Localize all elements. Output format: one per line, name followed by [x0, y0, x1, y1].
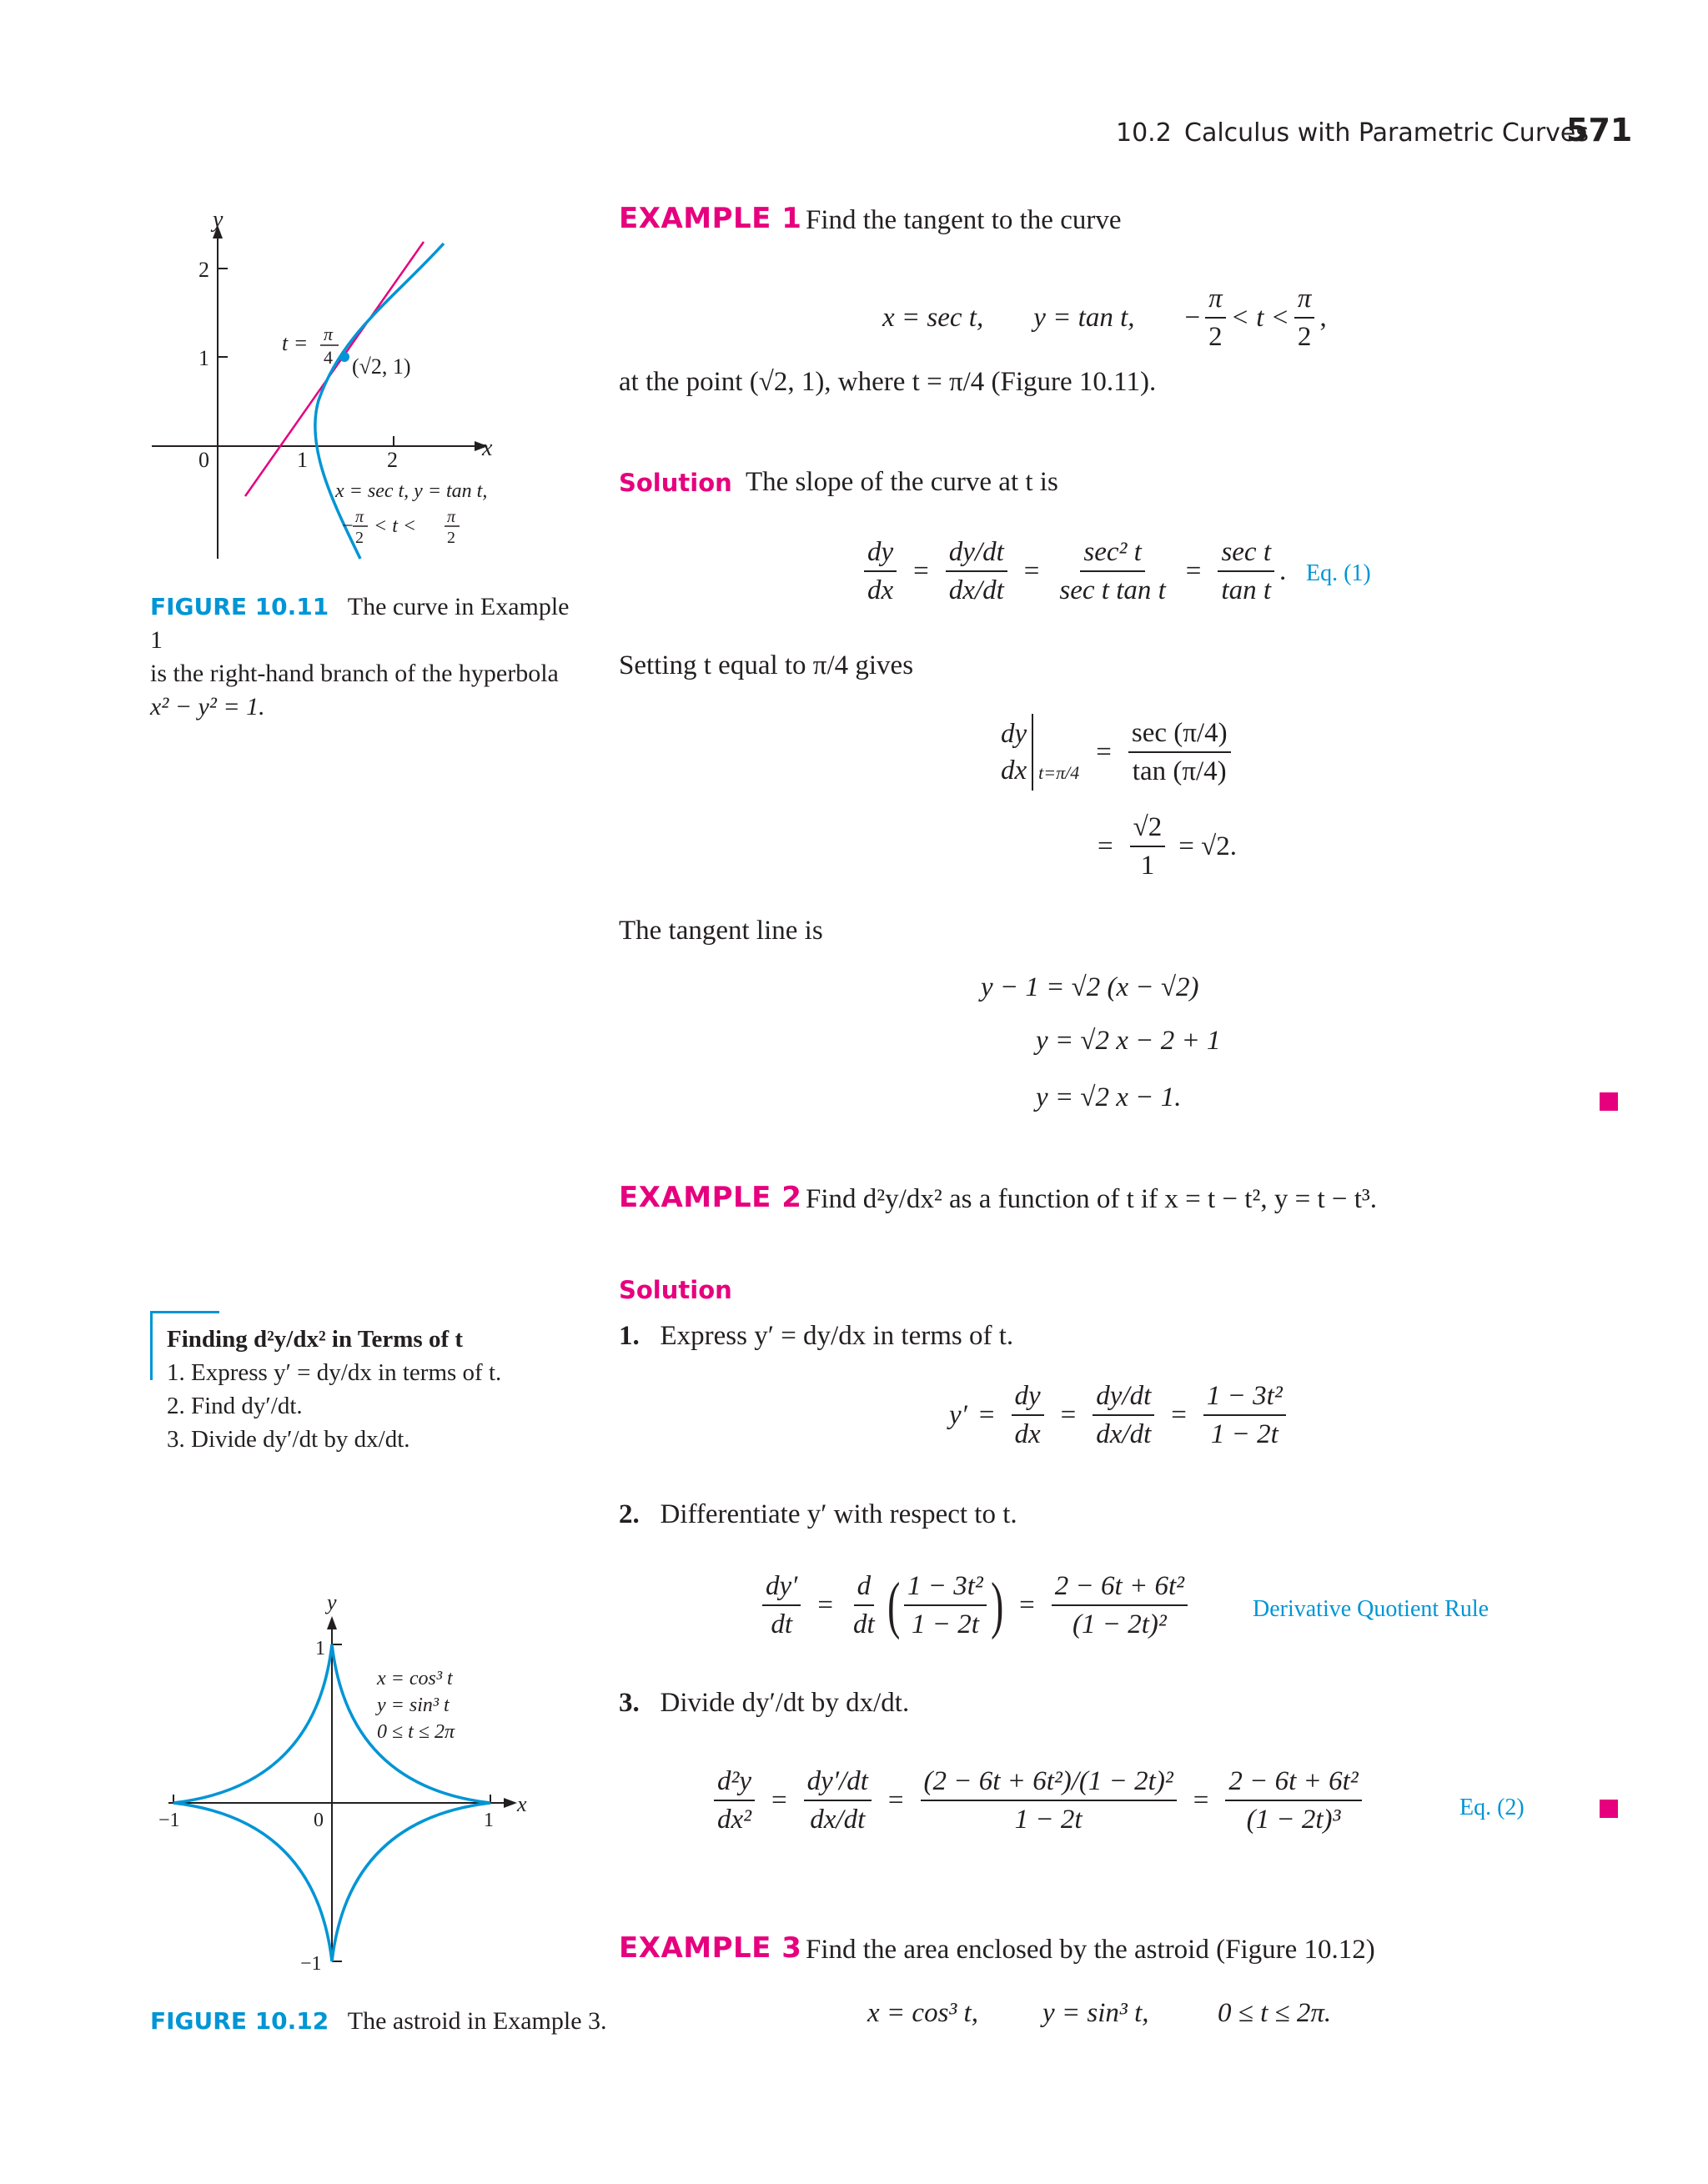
- figure-10-12-caption-text: The astroid in Example 3.: [347, 2007, 607, 2035]
- slope-f1-den: dx: [867, 575, 894, 605]
- step3-f3-num: (2 − 6t + 6t²)/(1 − 2t)²: [921, 1763, 1177, 1801]
- figure-10-11-caption-line2: is the right-hand branch of the hyperbola: [150, 660, 559, 687]
- figure-10-12-caption: [150, 2005, 607, 2038]
- figure-10-12-label: FIGURE 10.12: [150, 2007, 329, 2035]
- eval-r2-num: √2: [1130, 809, 1166, 847]
- tangent-line-3: y = √2 x − 1.: [1036, 1082, 1182, 1112]
- example-1-solution-label: Solution: [619, 469, 732, 497]
- example-1-tangent-text: The tangent line is: [619, 916, 823, 946]
- fig11-eq-line1: x = sec t, y = tan t,: [335, 480, 488, 502]
- example-2-step3-eq: $\frac{\text{d²y}}{\text{dx²}}$ = $\frac{dy'/dt}{dx/dt}$ = $\frac{\text{(2 − 6t + 6t²)/(1 − 2t)²}}{1 - 2t}$ = $\frac{\text{2 − 6t + 6t²}}{\text{(1 − 2t)³}}$: [709, 1763, 1367, 1838]
- step2-num: 2.: [619, 1499, 640, 1529]
- example-1-label: EXAMPLE 1: [619, 202, 802, 235]
- example-1-setting-text: Setting t equal to π/4 gives: [619, 650, 914, 680]
- fig12-tick-ym1: −1: [300, 1953, 322, 1975]
- step1-f1-den: dx: [1014, 1419, 1041, 1449]
- fig12-tick-origin: 0: [314, 1810, 324, 1831]
- section-title: Calculus with Parametric Curves: [1184, 118, 1589, 148]
- section-number: 10.2: [1116, 118, 1172, 148]
- example-1-range-pi-a: π: [1205, 280, 1226, 319]
- fig11-eq-pi-a: π: [355, 508, 364, 526]
- example-1-eval-eq2: = $\frac{√2}{1}$ = √2.: [1098, 809, 1237, 884]
- eval-lhs-num: dy: [1001, 719, 1027, 749]
- sidebar-item-3: 3. Divide dy′/dt by dx/dt.: [167, 1426, 410, 1453]
- eval-rhs-num: sec (π/4): [1128, 715, 1231, 753]
- step2-text: Differentiate y′ with respect to t.: [660, 1499, 1017, 1529]
- end-of-proof-2: [1600, 1800, 1618, 1818]
- step3-f4-den: (1 − 2t)³: [1246, 1805, 1341, 1835]
- slope-f2-den: dx/dt: [948, 575, 1004, 605]
- end-of-proof-1: [1600, 1092, 1618, 1111]
- fig11-tick-y1: 1: [198, 346, 209, 370]
- step1-f3-num: 1 − 3t²: [1203, 1378, 1286, 1416]
- example-2-note-eq2: Eq. (2): [1459, 1795, 1525, 1820]
- sidebar-item-2: 2. Find dy′/dt.: [167, 1393, 303, 1419]
- fig12-eq-line1: x = cos³ t: [377, 1668, 453, 1689]
- step3-f3-den: 1 − 2t: [1014, 1805, 1083, 1835]
- fig11-tick-y2: 2: [198, 258, 209, 282]
- example-2-solution-label: Solution: [619, 1276, 732, 1304]
- slope-period: .: [1279, 555, 1287, 586]
- example-2-note-quotient-rule: Derivative Quotient Rule: [1253, 1596, 1489, 1622]
- fig12-tick-y1: 1: [315, 1638, 325, 1659]
- fig12-eq-line3: 0 ≤ t ≤ 2π: [377, 1721, 455, 1743]
- example-2-intro: Find d²y/dx² as a function of t if x = t − t², y = t − t³.: [806, 1184, 1378, 1214]
- example-1-curve-eq: [882, 280, 1327, 355]
- example-1-range-2-a: 2: [1208, 322, 1223, 352]
- example-1-at-point: at the point (√2, 1), where t = π/4 (Figure 10.11).: [619, 367, 1157, 397]
- figure-10-11-caption-line1: The curve in Example 1: [150, 593, 570, 654]
- step3-f1-num: d²y: [714, 1763, 755, 1801]
- page-number: 571: [1566, 112, 1633, 148]
- step1-f3-den: 1 − 2t: [1210, 1419, 1278, 1449]
- eval-r2-den: 1: [1140, 851, 1155, 881]
- fig11-point-label: (√2, 1): [352, 354, 411, 379]
- fig11-eq-mid: < t <: [374, 515, 417, 537]
- tangent-point: [339, 352, 349, 362]
- example-2-step1: [619, 1319, 1013, 1353]
- fig11-axis-y: y: [213, 208, 224, 233]
- fig11-axis-x: x: [482, 435, 493, 461]
- step3-f4-num: 2 − 6t + 6t²: [1225, 1763, 1361, 1801]
- figure-10-11-graph: [142, 208, 525, 567]
- example-1-curve-y: y = tan t,: [1033, 302, 1135, 333]
- example-1-slope-eq: $\frac{dy}{dx}$ = $\frac{dy/dt}{dx/dt}$ = $\frac{\text{sec² t}}{\text{sec t tan t}}$ = $\frac{\text{sec t}}{\text{tan t}}$ .: [859, 534, 1286, 609]
- step1-num: 1.: [619, 1321, 640, 1351]
- step3-num: 3.: [619, 1688, 640, 1718]
- fig12-tick-x1: 1: [484, 1810, 494, 1831]
- step2-d-den: dt: [853, 1609, 875, 1639]
- example-3-label: EXAMPLE 3: [619, 1931, 802, 1965]
- example-2-step2: [619, 1498, 1017, 1531]
- step1-f2-num: dy/dt: [1093, 1378, 1154, 1416]
- eval-sub: t=π/4: [1038, 762, 1080, 783]
- step2-f1-den: dt: [771, 1609, 793, 1639]
- step2-f1-num: dy′: [762, 1568, 801, 1606]
- hyperbola-branch: [315, 244, 444, 559]
- example-2-step1-eq: y′ = $\frac{dy}{dx}$ = $\frac{dy/dt}{dx/dt}$ = $\frac{\text{1 − 3t²}}{1 - 2t}$: [949, 1378, 1291, 1453]
- step3-f2-den: dx/dt: [810, 1805, 866, 1835]
- fig11-tick-origin: 0: [198, 448, 209, 472]
- example-1-range-pi-b: π: [1294, 280, 1315, 319]
- step2-paren-num: 1 − 3t²: [904, 1568, 987, 1606]
- example-1-eval-eq: dy dx t=π/4 = $\frac{\sec (\pi/4)}{\tan (\pi/4)}$: [992, 714, 1236, 791]
- example-1-solution-text: The slope of the curve at t is: [746, 467, 1058, 497]
- sidebar-box: [167, 1323, 501, 1456]
- figure-10-11-caption-line3: x² − y² = 1.: [150, 693, 265, 720]
- example-2-step3: [619, 1686, 909, 1720]
- fig12-tick-xm1: −1: [158, 1810, 180, 1831]
- step3-text: Divide dy′/dt by dx/dt.: [660, 1688, 910, 1718]
- tangent-line-1: y − 1 = √2 (x − √2): [981, 972, 1199, 1002]
- slope-f3-den: sec t tan t: [1059, 575, 1166, 605]
- step2-r-num: 2 − 6t + 6t²: [1052, 1568, 1188, 1606]
- figure-10-11-label: FIGURE 10.11: [150, 593, 329, 620]
- step1-f2-den: dx/dt: [1096, 1419, 1152, 1449]
- step2-r-den: (1 − 2t)²: [1073, 1609, 1167, 1639]
- step2-paren-den: 1 − 2t: [911, 1609, 979, 1639]
- step3-f1-den: dx²: [717, 1805, 752, 1835]
- step1-eq-lhs: y′: [949, 1399, 967, 1430]
- example-2-label: EXAMPLE 2: [619, 1181, 802, 1214]
- figure-10-12-graph: [150, 1584, 550, 1976]
- step1-text: Express y′ = dy/dx in terms of t.: [660, 1321, 1014, 1351]
- tangent-line-2: y = √2 x − 2 + 1: [1036, 1026, 1221, 1056]
- example-3-intro: Find the area enclosed by the astroid (Figure 10.12): [806, 1935, 1375, 1965]
- step1-f1-num: dy: [1012, 1378, 1044, 1416]
- fig11-tick-x2: 2: [387, 448, 398, 472]
- fig12-axis-x: x: [517, 1792, 527, 1816]
- example-1-range-minus: −: [1184, 302, 1201, 333]
- fig11-eq-2-a: 2: [355, 529, 364, 547]
- fig11-point-t-num: π: [324, 324, 334, 344]
- fig12-eq-line2: y = sin³ t: [377, 1694, 450, 1716]
- example-1-intro: Find the tangent to the curve: [806, 205, 1122, 235]
- example-3-eq-y: y = sin³ t,: [1042, 1998, 1149, 2028]
- figure-10-11-caption: [150, 590, 584, 724]
- fig11-point-t-den: 4: [324, 347, 333, 368]
- slope-f4-den: tan t: [1221, 575, 1272, 605]
- eval-r2-result: = √2.: [1178, 831, 1237, 861]
- fig11-tick-x1: 1: [297, 448, 308, 472]
- sidebar-item-1: 1. Express y′ = dy/dx in terms of t.: [167, 1359, 502, 1386]
- example-1-note-eq1: Eq. (1): [1306, 560, 1371, 586]
- step3-f2-num: dy′/dt: [804, 1763, 872, 1801]
- example-3-eq-range: 0 ≤ t ≤ 2π.: [1218, 1998, 1332, 2028]
- fig11-eq-pi-b: π: [447, 508, 456, 526]
- example-1-range-comma: ,: [1319, 302, 1327, 333]
- fig11-point-t: t =: [282, 331, 309, 355]
- example-2-step2-eq: $\frac{dy'}{dt}$ = $\frac{d}{dt}$ ( $\frac{\text{1 − 3t²}}{1 - 2t}$ ) = $\frac{\text{2 − 6t + 6t²}}{\text{(1 − 2t)²}}$: [757, 1568, 1193, 1643]
- example-1-curve-x: x = sec t,: [882, 302, 984, 333]
- slope-f2-num: dy/dt: [946, 534, 1007, 572]
- eval-lhs-den: dx: [1001, 756, 1027, 786]
- y-axis-arrow: [327, 1616, 337, 1629]
- example-1-range-mid: < t <: [1230, 302, 1289, 333]
- sidebar-title: Finding d²y/dx² in Terms of t: [167, 1326, 464, 1353]
- step2-d-num: d: [854, 1568, 875, 1606]
- slope-f3-num: sec² t: [1080, 534, 1144, 572]
- fig12-axis-y: y: [327, 1590, 337, 1614]
- fig11-eq-2-b: 2: [447, 529, 455, 547]
- slope-f4-num: sec t: [1218, 534, 1274, 572]
- x-axis-arrow: [504, 1798, 517, 1808]
- eval-rhs-den: tan (π/4): [1132, 756, 1227, 786]
- example-3-eq-x: x = cos³ t,: [867, 1998, 978, 2028]
- slope-f1-num: dy: [864, 534, 897, 572]
- fig11-eq-minus: −: [342, 515, 354, 537]
- example-1-range-2-b: 2: [1297, 322, 1312, 352]
